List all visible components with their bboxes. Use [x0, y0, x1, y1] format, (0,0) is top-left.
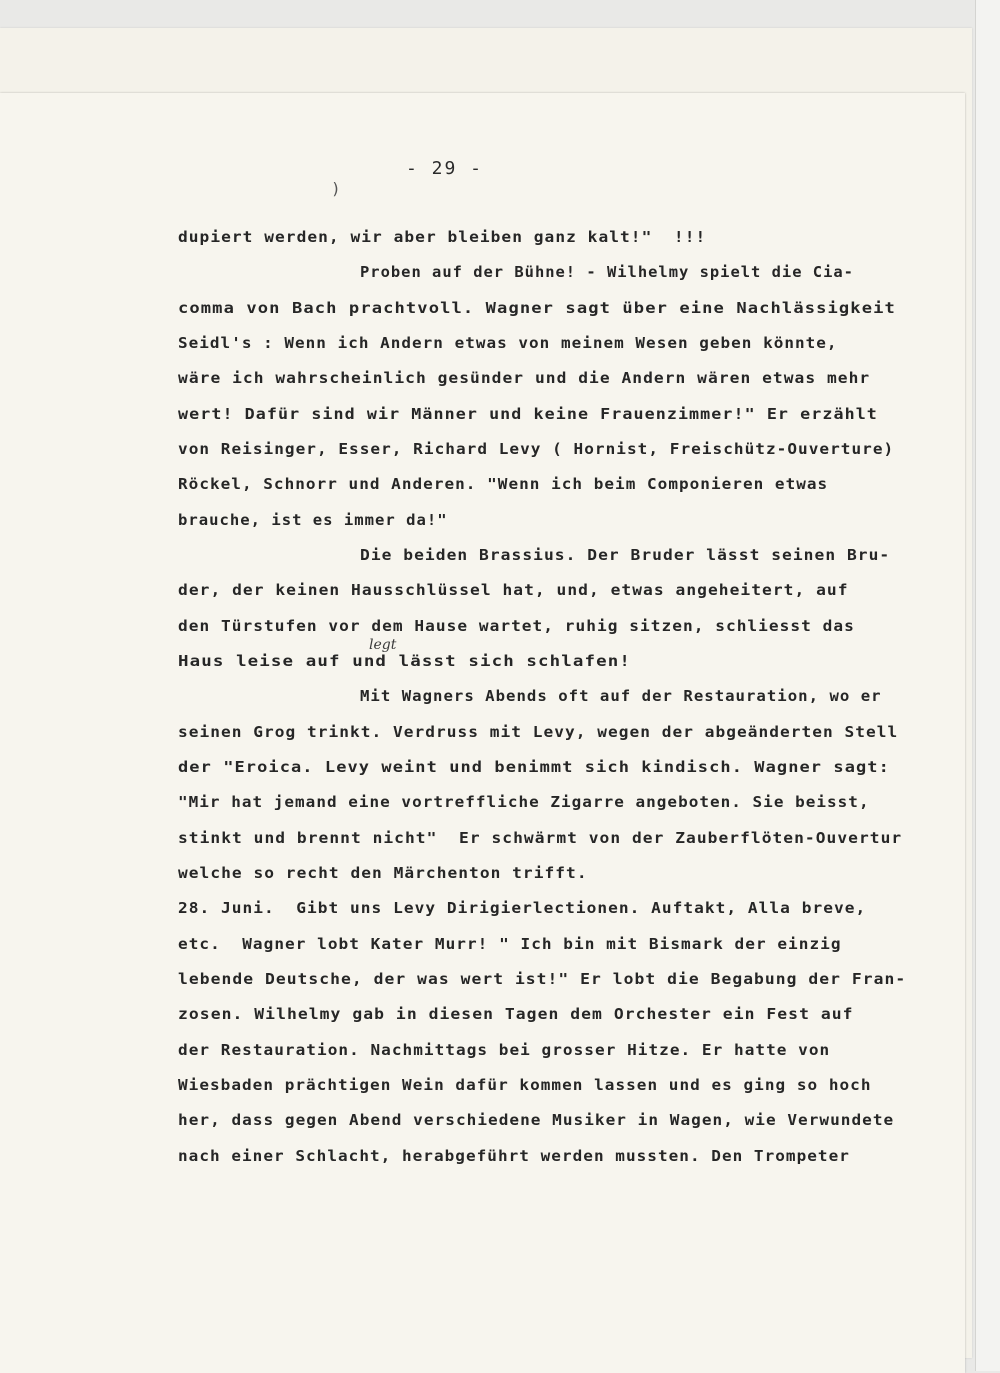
text-line: Haus leise auf und lässt sich schlafen! [178, 652, 631, 670]
text-line: stinkt und brennt nicht" Er schwärmt von der Zauberflöten-Ouvertur [178, 829, 903, 847]
page-number: - 29 - [406, 158, 484, 179]
handwritten-correction: legt [369, 637, 397, 653]
text-line: Wiesbaden prächtigen Wein dafür kommen lassen und es ging so hoch [178, 1076, 872, 1094]
text-line: der, der keinen Hausschlüssel hat, und, etwas angeheitert, auf [178, 581, 849, 599]
text-line: nach einer Schlacht, herabgeführt werden mussten. Den Trompeter [178, 1147, 850, 1165]
page-edge-right [975, 0, 1000, 1371]
text-line: wert! Dafür sind wir Männer und keine Frauenzimmer!" Er erzählt [178, 405, 878, 423]
text-line: Proben auf der Bühne! - Wilhelmy spielt die Cia- [360, 263, 854, 281]
text-line: der "Eroica. Levy weint und benimmt sich kindisch. Wagner sagt: [178, 758, 890, 776]
text-line: seinen Grog trinkt. Verdruss mit Levy, wegen der abgeänderten Stell [178, 723, 899, 741]
text-line: comma von Bach prachtvoll. Wagner sagt über eine Nachlässigkeit [178, 299, 896, 317]
text-line: Die beiden Brassius. Der Bruder lässt seinen Bru- [360, 546, 891, 564]
text-line: etc. Wagner lobt Kater Murr! " Ich bin mit Bismark der einzig [178, 935, 842, 953]
text-line: Mit Wagners Abends oft auf der Restauration, wo er [360, 687, 882, 705]
text-line: dupiert werden, wir aber bleiben ganz kalt!" !!! [178, 228, 707, 246]
text-line: wäre ich wahrscheinlich gesünder und die Andern wären etwas mehr [178, 369, 871, 387]
text-line: Seidl's : Wenn ich Andern etwas von meinem Wesen geben könnte, [178, 334, 838, 352]
text-line: her, dass gegen Abend verschiedene Musiker in Wagen, wie Verwundete [178, 1111, 895, 1129]
text-line: Röckel, Schnorr und Anderen. "Wenn ich beim Componieren etwas [178, 475, 829, 493]
text-line: brauche, ist es immer da!" [178, 511, 448, 529]
text-line: der Restauration. Nachmittags bei grosser Hitze. Er hatte von [178, 1041, 831, 1059]
pencil-tick-mark: ) [331, 179, 341, 198]
text-line: lebende Deutsche, der was wert ist!" Er lobt die Begabung der Fran- [178, 970, 907, 988]
text-line: "Mir hat jemand eine vortreffliche Zigarre angeboten. Sie beisst, [178, 793, 870, 811]
text-line: 28. Juni. Gibt uns Levy Dirigierlectionen. Auftakt, Alla breve, [178, 899, 867, 917]
text-line: zosen. Wilhelmy gab in diesen Tagen dem Orchester ein Fest auf [178, 1005, 854, 1023]
text-line: von Reisinger, Esser, Richard Levy ( Hornist, Freischütz-Ouverture) [178, 440, 895, 458]
text-line: welche so recht den Märchenton trifft. [178, 864, 588, 882]
text-line: den Türstufen vor dem Hause wartet, ruhig sitzen, schliesst das [178, 617, 855, 635]
